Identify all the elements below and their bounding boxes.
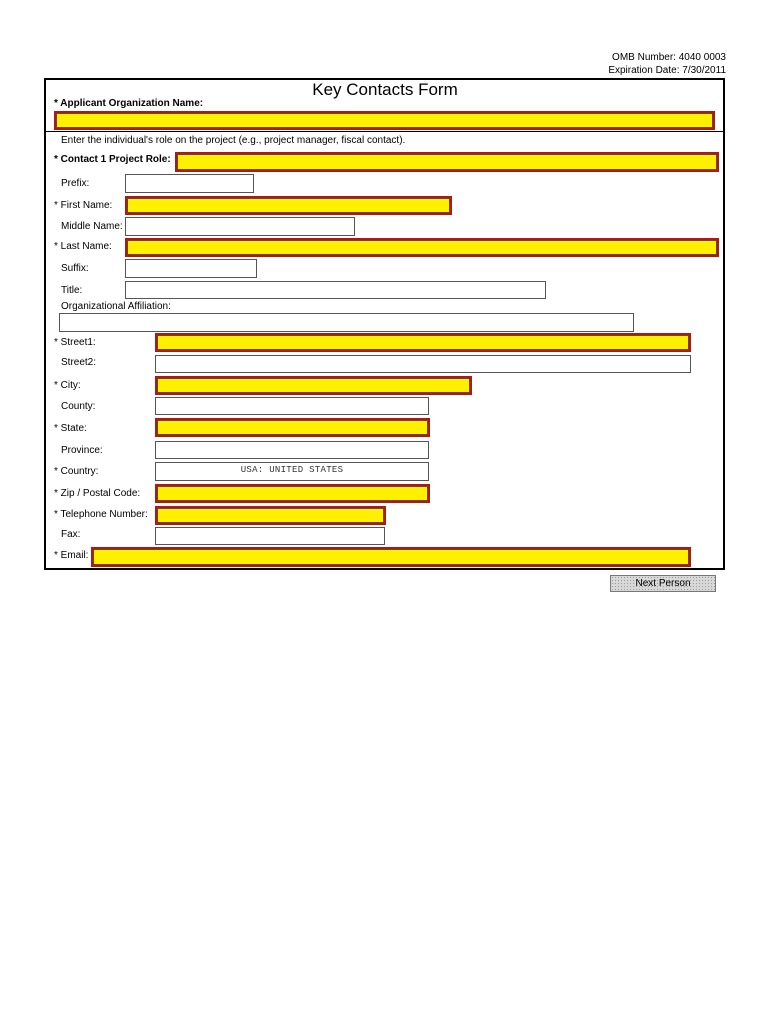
next-person-button[interactable]: Next Person [610,575,716,592]
state-field[interactable] [155,418,430,437]
telephone-input[interactable] [157,512,384,527]
county-field[interactable] [155,397,429,415]
org-affiliation-label: Organizational Affiliation: [61,301,171,312]
province-label: Province: [61,445,103,456]
city-field[interactable] [155,376,472,395]
fax-input[interactable] [156,531,384,547]
last-name-input[interactable] [127,244,717,259]
suffix-field[interactable] [125,259,257,278]
prefix-label: Prefix: [61,178,90,189]
street1-label: * Street1: [54,337,96,348]
prefix-input[interactable] [126,178,253,195]
title-input[interactable] [126,285,545,301]
role-instruction: Enter the individual's role on the project (e.g., project manager, fiscal contact). [61,135,406,146]
title-field[interactable] [125,281,546,299]
middle-name-label: Middle Name: [61,221,123,232]
street2-label: Street2: [61,357,97,368]
zip-input[interactable] [157,490,428,505]
street1-field[interactable] [155,333,691,352]
city-label: * City: [54,380,81,391]
form-title: Key Contacts Form [312,80,458,99]
country-label: * Country: [54,466,99,477]
email-label: * Email: [54,550,89,561]
city-input[interactable] [157,382,470,397]
street1-input[interactable] [157,339,689,354]
state-label: * State: [54,423,87,434]
zip-label: * Zip / Postal Code: [54,488,141,499]
first-name-label: * First Name: [54,200,113,211]
prefix-field[interactable] [125,174,254,193]
middle-name-field[interactable] [125,217,355,236]
zip-field[interactable] [155,484,430,503]
suffix-input[interactable] [126,263,256,280]
contact-role-label: * Contact 1 Project Role: [54,154,171,165]
expiration-date: Expiration Date: 7/30/2011 [608,65,726,76]
section-divider [45,131,724,132]
first-name-input[interactable] [127,202,450,217]
contact-role-field[interactable] [175,152,719,172]
applicant-org-label: * Applicant Organization Name: [54,98,204,109]
street2-input[interactable] [156,359,690,375]
contact-role-input[interactable] [177,157,717,173]
telephone-label: * Telephone Number: [54,509,148,520]
province-input[interactable] [156,445,428,461]
applicant-org-field[interactable] [54,111,715,130]
omb-number: OMB Number: 4040 0003 [612,52,726,63]
last-name-label: * Last Name: [54,241,112,252]
country-field[interactable] [155,462,429,481]
org-affiliation-input[interactable] [60,317,633,334]
street2-field[interactable] [155,355,691,373]
middle-name-input[interactable] [126,221,354,238]
telephone-field[interactable] [155,506,386,525]
last-name-field[interactable] [125,238,719,257]
omb-info [608,51,726,77]
state-input[interactable] [157,424,428,439]
province-field[interactable] [155,441,429,459]
fax-field[interactable] [155,527,385,545]
suffix-label: Suffix: [61,263,89,274]
title-label: Title: [61,285,83,296]
country-value: USA: UNITED STATES [240,465,344,475]
email-field[interactable] [91,547,691,567]
first-name-field[interactable] [125,196,452,215]
county-input[interactable] [156,401,428,417]
applicant-org-input[interactable] [56,117,713,132]
county-label: County: [61,401,96,412]
fax-label: Fax: [61,529,81,540]
email-input[interactable] [93,552,689,568]
org-affiliation-field[interactable] [59,313,634,332]
